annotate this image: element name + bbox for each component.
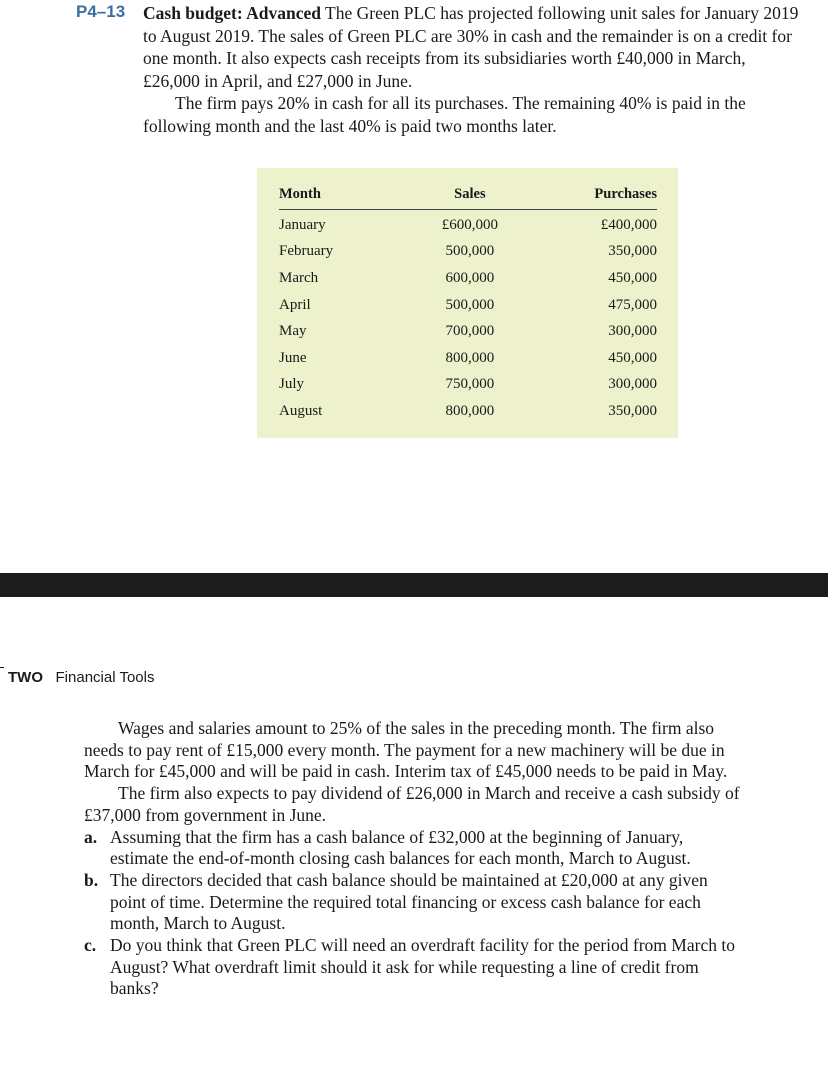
continued-problem-text [84, 718, 742, 1000]
cell-sales: 800,000 [445, 349, 495, 366]
problem-intro-paragraph [143, 2, 803, 92]
cell-sales: 750,000 [445, 376, 495, 393]
cell-sales: £600,000 [441, 216, 498, 233]
running-head-part: TWO [8, 669, 43, 686]
question-text: Assuming that the firm has a cash balance of £32,000 at the beginning of January, estimate the end-of-month closing cash balances for each month, March to August. [110, 826, 691, 869]
question-c [84, 935, 742, 1000]
cell-month: July [279, 376, 305, 393]
question-label: a. [84, 826, 98, 847]
cell-purchases: 300,000 [608, 323, 657, 340]
running-head-section: Financial Tools [55, 669, 155, 686]
table-row [279, 318, 657, 345]
cell-purchases: 475,000 [608, 296, 657, 313]
cell-purchases: 450,000 [608, 349, 657, 366]
cell-month: May [279, 323, 307, 340]
header-purchases: Purchases [532, 186, 657, 210]
question-label: b. [84, 869, 99, 890]
running-head-rule [0, 667, 4, 668]
table-row [279, 292, 657, 319]
cell-sales: 700,000 [445, 323, 495, 340]
table-row [279, 345, 657, 372]
table-row [279, 210, 657, 239]
wages-paragraph: Wages and salaries amount to 25% of the sales in the preceding month. The firm also needs to pay rent of £15,000 every month. The payment for a new machinery will be due in March for £45,000 and will be paid in cash. Interim tax of £45,000 needs to be paid in May. [84, 718, 728, 782]
table-row [279, 265, 657, 292]
cell-month: June [279, 349, 307, 366]
cell-sales: 600,000 [445, 269, 495, 286]
purchases-paragraph: The firm pays 20% in cash for all its purchases. The remaining 40% is paid in the following month and the last 40% is paid two months later. [143, 93, 746, 136]
header-sales: Sales [408, 186, 533, 210]
cell-sales: 800,000 [445, 402, 495, 419]
cell-purchases: 350,000 [608, 402, 657, 419]
sales-purchases-table [279, 186, 657, 425]
problem-intro: The Green PLC has projected following unit sales for January 2019 to August 2019. The sales of Green PLC are 30% in cash and the remainder is on a credit for one month. It also expects cash receipts from its subsidiaries worth £40,000 in March, £26,000 in April, and £27,000 in June. [143, 3, 799, 91]
page-separator-bar [0, 573, 828, 597]
table-row [279, 239, 657, 266]
problem-number: P4–13 [76, 2, 126, 21]
running-head [0, 667, 154, 686]
dividend-paragraph: The firm also expects to pay dividend of £26,000 in March and receive a cash subsidy of £37,000 from government in June. [84, 783, 740, 825]
cell-month: January [279, 216, 326, 233]
cell-month: March [279, 269, 319, 286]
table-row [279, 372, 657, 399]
cell-month: August [279, 402, 323, 419]
table-header-row [279, 186, 657, 210]
question-label: c. [84, 935, 97, 956]
cell-sales: 500,000 [445, 296, 495, 313]
cell-sales: 500,000 [445, 243, 495, 260]
question-a [84, 827, 742, 870]
problem-title: Cash budget: Advanced [143, 3, 321, 23]
question-text: Do you think that Green PLC will need an overdraft facility for the period from March to August? What overdraft limit should it ask for while requesting a line of credit from banks? [110, 935, 735, 999]
sales-purchases-table-panel [257, 168, 678, 438]
cell-purchases: 450,000 [608, 269, 657, 286]
cell-month: February [279, 243, 334, 260]
cell-purchases: £400,000 [600, 216, 657, 233]
cell-month: April [279, 296, 311, 313]
question-b [84, 870, 742, 935]
cell-purchases: 350,000 [608, 243, 657, 260]
cell-purchases: 300,000 [608, 376, 657, 393]
header-month: Month [279, 186, 408, 210]
question-text: The directors decided that cash balance should be maintained at £20,000 at any given point of time. Determine the required total financing or excess cash balance for each month, March to August. [110, 869, 708, 934]
problem-text [143, 2, 803, 137]
table-row [279, 398, 657, 425]
